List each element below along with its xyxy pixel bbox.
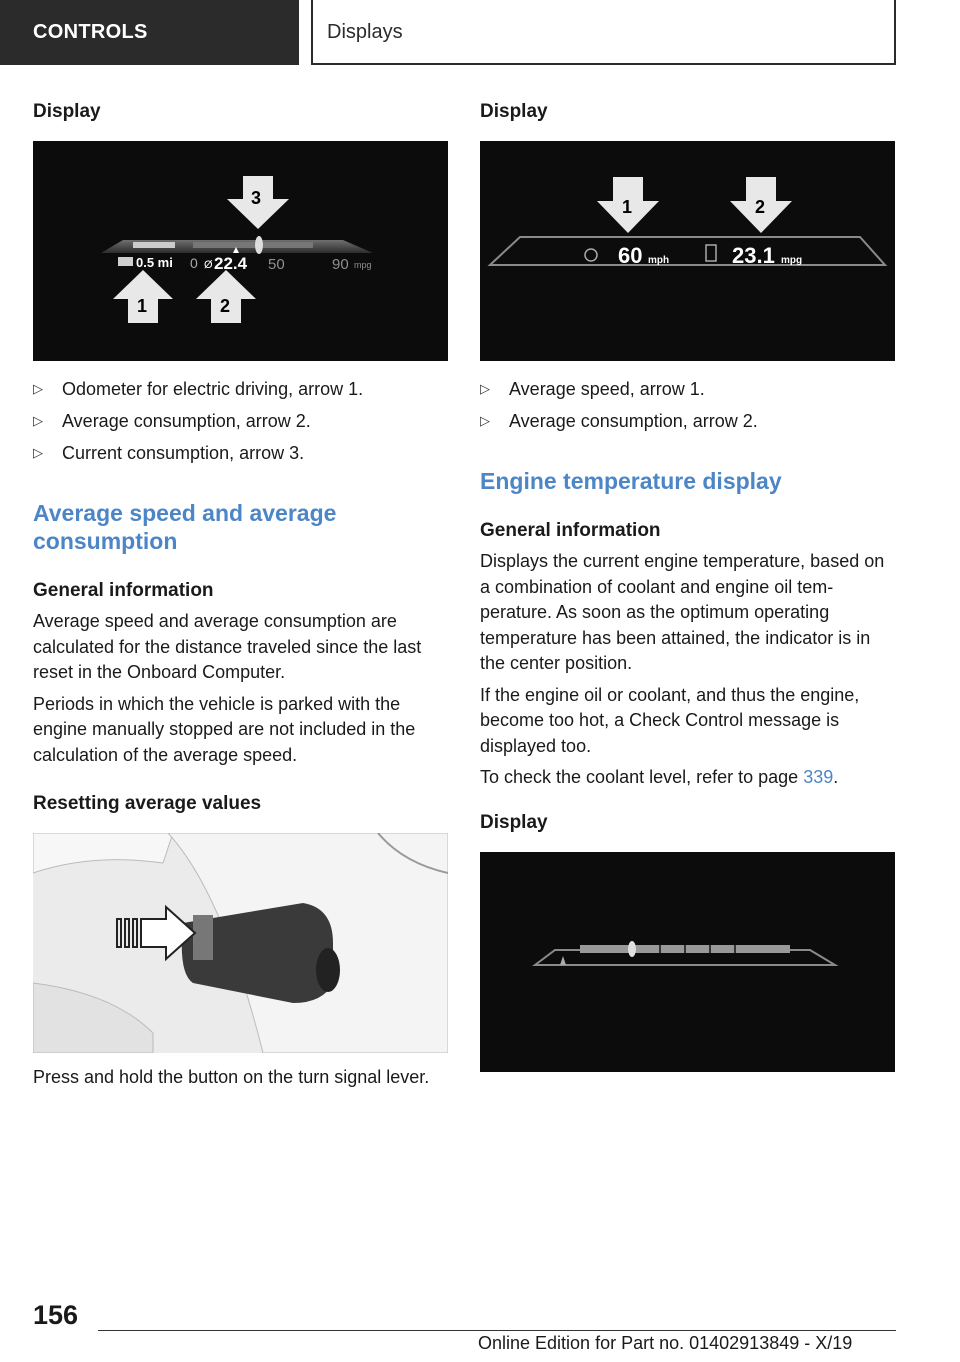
average-consumption-value: 22.4 [214, 254, 248, 273]
triangle-bullet-icon: ▷ [33, 381, 43, 396]
general-info-heading: General information [33, 580, 214, 601]
general-info-heading: General information [480, 520, 661, 541]
list-item: ▷ Average consumption, arrow 2. [480, 405, 895, 437]
average-consumption-value: 23.1 [732, 243, 775, 268]
display-heading-2: Display [480, 811, 548, 833]
arrow-legend-list [33, 373, 448, 469]
edition-text: Online Edition for Part no. 01402913849 - X/19 [478, 1333, 853, 1353]
paragraph: Periods in which the vehicle is parked with the engine manually stopped are not included in the calculation of the average speed. [33, 693, 416, 765]
paragraph-refer: To check the coolant level, refer to page 339. [480, 767, 839, 787]
odometer-value: 0.5 mi [136, 255, 173, 270]
lever-illustration [33, 833, 448, 1053]
figure-average-speed-display [480, 141, 895, 361]
lever-caption: Press and hold the button on the turn signal lever. [33, 1067, 430, 1087]
resetting-heading: Resetting average values [33, 793, 262, 814]
gauge-segment [193, 242, 313, 248]
svg-text:3: 3 [251, 188, 262, 208]
page-number: 156 [33, 1300, 79, 1330]
figure-engine-temperature-display [480, 852, 895, 1072]
unit-mpg: mpg [354, 260, 372, 270]
triangle-bullet-icon: ▷ [480, 381, 490, 396]
average-speed-value: 60 [618, 243, 643, 268]
list-item: ▷ Average speed, arrow 1. [480, 373, 895, 405]
svg-text:2: 2 [755, 197, 766, 217]
average-symbol: Ø [204, 259, 213, 271]
figure-range-consumption-display [33, 141, 448, 361]
chapter-title: Displays [311, 0, 896, 65]
temperature-gauge-illustration [480, 852, 895, 1072]
triangle-bullet-icon: ▷ [480, 413, 490, 428]
triangle-bullet-icon: ▷ [33, 413, 43, 428]
list-item: ▷ Average consumption, arrow 2. [33, 405, 448, 437]
section-title-engine-temperature: Engine temperature display [480, 468, 782, 494]
arrow-legend-list [480, 373, 895, 437]
list-item: ▷ Current consumption, arrow 3. [33, 437, 448, 469]
triangle-bullet-icon: ▷ [33, 445, 43, 460]
ev-battery-icon [118, 257, 133, 266]
needle-icon [628, 941, 636, 957]
lever-button [193, 915, 213, 960]
display-heading: Display [33, 101, 101, 122]
scale-ninety: 90 [332, 256, 349, 273]
paragraph: If the engine oil or coolant, and thus the engine, become too hot, a Check Control message is displayed too. [480, 684, 860, 756]
scale-zero: 0 [190, 255, 198, 271]
consumption-unit: mpg [781, 255, 803, 266]
paragraph: Displays the current engine temperature, based on a combination of coolant and engine oil tem‐perature. As soon as the optimum operating temperature has been attained, the indicator is in the center position. [480, 551, 885, 673]
arrow-1-icon [113, 270, 173, 323]
fuel-pump-icon [706, 245, 716, 261]
arrow-3-icon [227, 176, 289, 229]
paragraph: Average speed and average consumption are calculated for the distance traveled since the last reset in the Onboard Computer. [33, 611, 422, 682]
figure-turn-signal-lever [33, 833, 448, 1053]
cluster-illustration-2 [480, 141, 895, 361]
needle-icon [255, 236, 263, 254]
svg-text:1: 1 [622, 197, 633, 217]
footer-divider [98, 1330, 896, 1331]
gauge-bar [490, 237, 885, 265]
arrow-2-icon [196, 270, 256, 323]
list-item: ▷ Odometer for electric driving, arrow 1. [33, 373, 448, 405]
page-reference-link[interactable]: 339 [803, 767, 834, 787]
svg-text:2: 2 [220, 296, 231, 316]
arrow-1-icon [597, 177, 659, 233]
display-heading: Display [480, 101, 548, 122]
right-column [480, 100, 895, 1072]
cluster-illustration [33, 141, 448, 361]
svg-text:1: 1 [137, 296, 148, 316]
left-column [33, 100, 448, 1091]
chapter-tab: CONTROLS [0, 0, 299, 65]
speed-unit: mph [648, 255, 670, 266]
scale-fifty: 50 [268, 256, 285, 273]
arrow-2-icon [730, 177, 792, 233]
thermometer-icon [560, 956, 566, 965]
section-title-average-speed: Average speed and average consumption [33, 500, 337, 554]
gauge-segment [133, 242, 175, 248]
stopwatch-icon [585, 249, 597, 261]
